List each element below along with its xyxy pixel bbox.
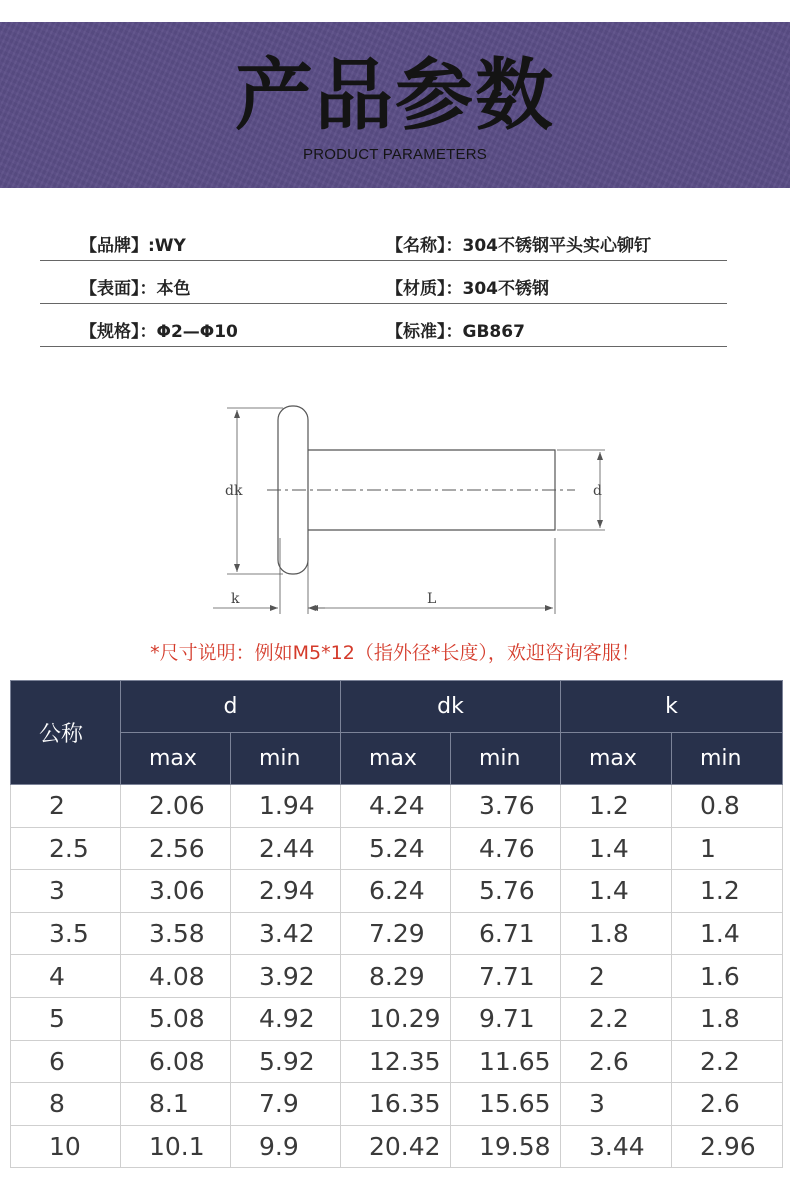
cell-dk-max: 10.29 <box>341 997 451 1040</box>
cell-nominal: 2.5 <box>11 827 121 870</box>
parameter-list <box>40 218 727 347</box>
cell-dk-min: 4.76 <box>451 827 561 870</box>
cell-dk-max: 8.29 <box>341 955 451 998</box>
cell-k-max: 2.2 <box>561 997 672 1040</box>
cell-dk-max: 7.29 <box>341 912 451 955</box>
cell-k-min: 0.8 <box>672 785 783 828</box>
param-material: 【材质】：304不锈钢 <box>386 279 549 299</box>
cell-k-max: 1.8 <box>561 912 672 955</box>
rivet-technical-drawing <box>205 398 605 620</box>
cell-k-min: 2.6 <box>672 1083 783 1126</box>
cell-k-min: 1.4 <box>672 912 783 955</box>
cell-d-min: 9.9 <box>231 1125 341 1168</box>
cell-nominal: 6 <box>11 1040 121 1083</box>
cell-d-min: 5.92 <box>231 1040 341 1083</box>
table-header-row <box>11 681 783 733</box>
cell-k-max: 1.2 <box>561 785 672 828</box>
cell-d-min: 7.9 <box>231 1083 341 1126</box>
label-dk: dk <box>225 483 243 499</box>
param-row <box>40 261 727 304</box>
param-row <box>40 218 727 261</box>
param-brand: 【品牌】:WY <box>80 236 186 256</box>
cell-d-min: 2.44 <box>231 827 341 870</box>
cell-d-min: 3.92 <box>231 955 341 998</box>
cell-dk-min: 9.71 <box>451 997 561 1040</box>
cell-d-max: 8.1 <box>121 1083 231 1126</box>
table-row <box>11 870 783 913</box>
cell-d-max: 2.56 <box>121 827 231 870</box>
cell-d-min: 2.94 <box>231 870 341 913</box>
cell-dk-max: 20.42 <box>341 1125 451 1168</box>
header-k-min: min <box>672 733 783 785</box>
cell-nominal: 4 <box>11 955 121 998</box>
header-d-min: min <box>231 733 341 785</box>
param-surface: 【表面】：本色 <box>80 279 191 299</box>
cell-dk-max: 16.35 <box>341 1083 451 1126</box>
cell-k-min: 1.6 <box>672 955 783 998</box>
header-dk-min: min <box>451 733 561 785</box>
header-group-dk: dk <box>341 681 561 733</box>
param-row <box>40 304 727 347</box>
table-row <box>11 827 783 870</box>
size-note: *尺寸说明：例如M5*12（指外径*长度），欢迎咨询客服！ <box>150 642 640 664</box>
table-row <box>11 1040 783 1083</box>
cell-k-max: 3.44 <box>561 1125 672 1168</box>
cell-dk-min: 15.65 <box>451 1083 561 1126</box>
table-row <box>11 785 783 828</box>
header-d-max: max <box>121 733 231 785</box>
table-row <box>11 912 783 955</box>
table-subheader-row <box>11 733 783 785</box>
cell-dk-min: 19.58 <box>451 1125 561 1168</box>
cell-d-max: 3.06 <box>121 870 231 913</box>
param-name: 【名称】：304不锈钢平头实心铆钉 <box>386 236 651 256</box>
cell-k-max: 2.6 <box>561 1040 672 1083</box>
table-row <box>11 997 783 1040</box>
cell-k-max: 3 <box>561 1083 672 1126</box>
cell-dk-max: 6.24 <box>341 870 451 913</box>
cell-k-min: 1 <box>672 827 783 870</box>
table-row <box>11 1125 783 1168</box>
label-d: d <box>593 483 602 499</box>
cell-d-max: 6.08 <box>121 1040 231 1083</box>
header-group-d: d <box>121 681 341 733</box>
cell-nominal: 2 <box>11 785 121 828</box>
cell-nominal: 10 <box>11 1125 121 1168</box>
page-subtitle: PRODUCT PARAMETERS <box>303 146 487 163</box>
cell-dk-max: 12.35 <box>341 1040 451 1083</box>
cell-dk-max: 4.24 <box>341 785 451 828</box>
table-row <box>11 955 783 998</box>
cell-k-min: 1.2 <box>672 870 783 913</box>
cell-d-max: 4.08 <box>121 955 231 998</box>
table-row <box>11 1083 783 1126</box>
dimension-table <box>10 680 783 1168</box>
header-dk-max: max <box>341 733 451 785</box>
cell-d-min: 3.42 <box>231 912 341 955</box>
cell-d-min: 4.92 <box>231 997 341 1040</box>
cell-d-max: 2.06 <box>121 785 231 828</box>
header-banner <box>0 22 790 188</box>
cell-k-min: 2.96 <box>672 1125 783 1168</box>
param-spec: 【规格】：Φ2—Φ10 <box>80 322 238 342</box>
header-nominal: 公称 <box>11 681 121 785</box>
cell-dk-min: 5.76 <box>451 870 561 913</box>
cell-k-max: 2 <box>561 955 672 998</box>
cell-k-max: 1.4 <box>561 870 672 913</box>
cell-k-min: 1.8 <box>672 997 783 1040</box>
cell-nominal: 3 <box>11 870 121 913</box>
page-title: 产品参数 <box>234 51 555 141</box>
cell-nominal: 3.5 <box>11 912 121 955</box>
cell-d-max: 3.58 <box>121 912 231 955</box>
cell-d-min: 1.94 <box>231 785 341 828</box>
cell-nominal: 8 <box>11 1083 121 1126</box>
cell-d-max: 10.1 <box>121 1125 231 1168</box>
cell-dk-min: 11.65 <box>451 1040 561 1083</box>
header-k-max: max <box>561 733 672 785</box>
label-L: L <box>427 591 437 607</box>
label-k: k <box>231 591 240 607</box>
cell-d-max: 5.08 <box>121 997 231 1040</box>
cell-dk-min: 7.71 <box>451 955 561 998</box>
cell-k-min: 2.2 <box>672 1040 783 1083</box>
header-group-k: k <box>561 681 783 733</box>
cell-nominal: 5 <box>11 997 121 1040</box>
cell-dk-max: 5.24 <box>341 827 451 870</box>
cell-dk-min: 3.76 <box>451 785 561 828</box>
param-standard: 【标准】：GB867 <box>386 322 525 342</box>
cell-dk-min: 6.71 <box>451 912 561 955</box>
cell-k-max: 1.4 <box>561 827 672 870</box>
